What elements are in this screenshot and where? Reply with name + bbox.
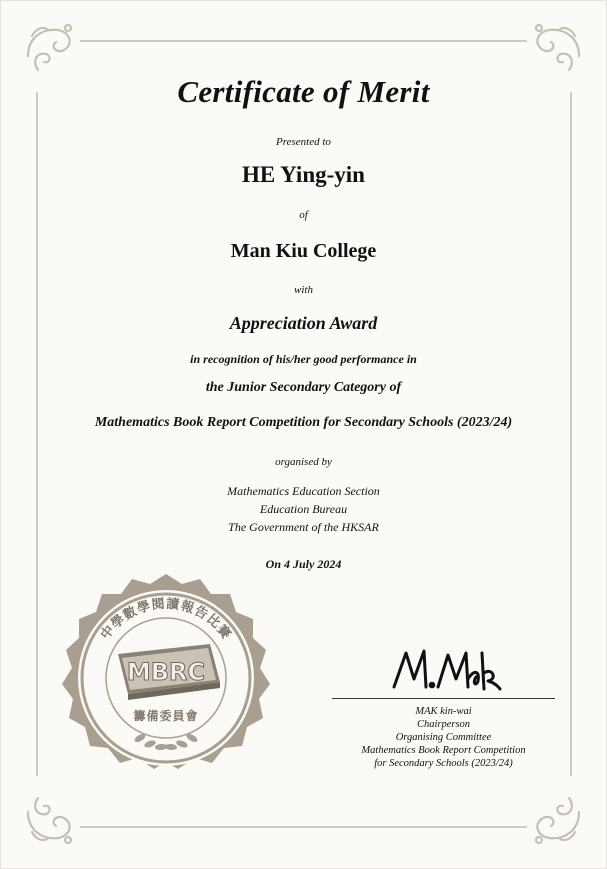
signatory-committee-line: Mathematics Book Report Competition (361, 745, 526, 756)
award-name: Appreciation Award (229, 313, 378, 333)
category-text: the Junior Secondary Category of (205, 380, 402, 395)
award-date: On 4 July 2024 (265, 557, 342, 571)
presented-to-label: Presented to (276, 136, 331, 148)
corner-ornament-bottom-right-icon (525, 788, 589, 852)
recipient-name: HE Ying-yin (242, 162, 365, 187)
seal-bottom-text: 籌備委員會 (133, 709, 199, 723)
corner-ornament-top-left-icon (18, 16, 82, 80)
frame-top-line (80, 40, 527, 42)
competition-name: Mathematics Book Report Competition for Secondary Schools (2023/24) (94, 415, 513, 430)
frame-left-line (36, 92, 38, 776)
corner-ornament-bottom-left-icon (18, 788, 82, 852)
signature-line (332, 698, 555, 699)
recognition-text: in recognition of his/her good performance in (190, 352, 417, 366)
seal-top-text: 中學數學閱讀報告比賽 (98, 596, 234, 643)
organiser-line: Mathematics Education Section (227, 484, 380, 498)
frame-bottom-line (80, 826, 527, 828)
with-label: with (294, 284, 313, 296)
signatory-role: Chairperson (416, 719, 471, 730)
handwritten-signature (388, 643, 503, 698)
organiser-line: The Government of the HKSAR (228, 520, 379, 534)
mbrc-seal (60, 572, 272, 784)
organised-by-label: organised by (275, 456, 332, 468)
of-label: of (299, 209, 308, 221)
signatory-name: MAK kin-wai (415, 706, 472, 717)
corner-ornament-top-right-icon (525, 16, 589, 80)
signatory-committee: Organising Committee (395, 732, 492, 743)
school-name: Man Kiu College (230, 240, 377, 262)
certificate-title: Certificate of Merit (177, 74, 430, 109)
organiser-line: Education Bureau (259, 502, 348, 516)
frame-right-line (570, 92, 572, 776)
seal-logo-text: MBRC (126, 658, 206, 686)
signatory-committee-line: for Secondary Schools (2023/24) (374, 758, 513, 769)
